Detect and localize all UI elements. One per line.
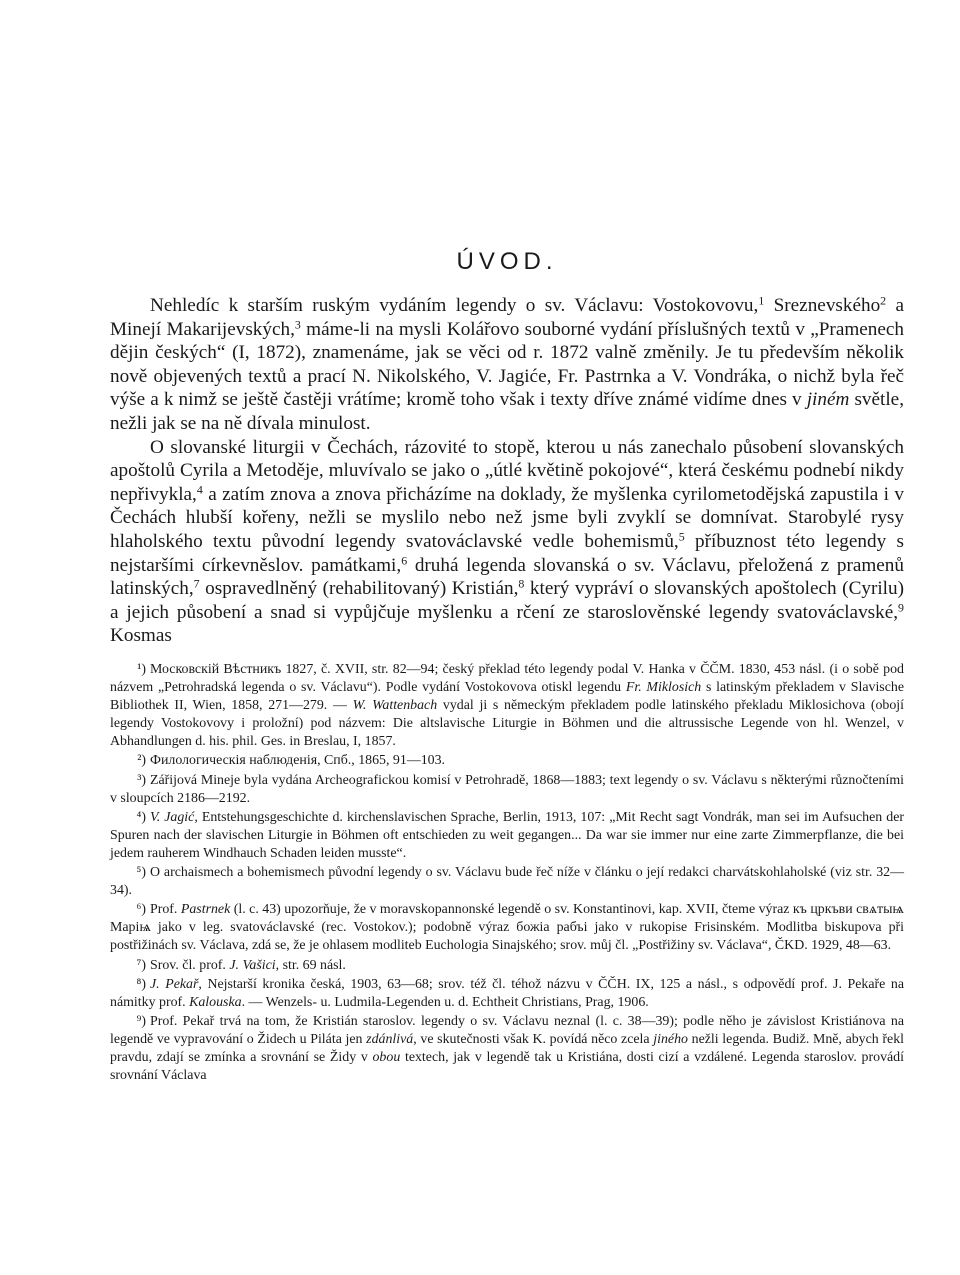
footnote-ref: 8 <box>518 576 525 591</box>
text-run: Филологическія наблюденія, Спб., 1865, 91—103. <box>150 753 446 769</box>
footnote-ref: 2 <box>880 293 887 308</box>
text-run: s latinským překladem v Slavische Bibliothek II, Wien, 1858, 271—279. — <box>110 680 904 714</box>
footnote-mark: ⁸) <box>136 976 146 992</box>
text-run: druhá legenda slovanská o sv. Václavu, přeložená z pramenů latinských, <box>110 554 904 600</box>
main-text <box>110 294 904 648</box>
footnote-ref: 1 <box>758 293 765 308</box>
text-run: Nehledíc k starším ruským vydáním legendy o sv. Václavu: Vostokovovu, <box>150 295 759 316</box>
text-run: textech, jak v legendě tak u Kristiána, dosti cizí a vzdálené. Legenda staroslov. provádí srovnání Václava <box>110 1049 904 1084</box>
italic-text: Fr. Miklosich <box>625 680 702 696</box>
italic-text: W. Wattenbach <box>352 698 438 714</box>
text-run: , str. 69 násl. <box>275 957 346 973</box>
footnote <box>110 976 904 1012</box>
italic-text: jiného <box>653 1031 688 1047</box>
footnote <box>110 772 904 808</box>
text-run: Srov. čl. prof. <box>150 957 230 973</box>
footnote <box>110 864 904 900</box>
text-run: máme-li na mysli Kolářovo souborné vydání příslušných textů v „Pramenech dějin českých“ (I, 1872), znamenáme, jak se věci od r. 1872 valně změnily. Je tu především několik nově objevených textů a prací N. Nikolského, V. Jagiće, Fr. Pastrnka a V. Vondráka, o nichž byla řeč výše a k nimž se ještě častěji vrátíme; kromě toho však i texty dříve známé vidíme dnes v <box>110 318 904 411</box>
italic-text: jiném <box>806 389 850 411</box>
paragraph <box>110 294 904 436</box>
text-run: O archaismech a bohemismech původní legendy o sv. Václavu bude řeč níže v článku o její redakci charvátskohlaholské (viz str. 32—34). <box>110 865 904 899</box>
footnote <box>110 901 904 955</box>
page-heading: ÚVOD. <box>456 248 558 275</box>
text-run: Prof. <box>150 902 181 918</box>
footnote <box>110 752 904 770</box>
text-run: Zářijová Mineje byla vydána Archeografickou komisí v Petrohradě, 1868—1883; text legendy o sv. Václavu s některými různočteními v sloupcích 2186—2192. <box>110 772 904 806</box>
text-run: , Nejstarší kronika česká, 1903, 63—68; srov. též čl. téhož názvu v ČČH. IX, 125 a násl., s odpovědí prof. J. Pekaře na námitky prof. <box>110 976 904 1010</box>
footnote <box>110 809 904 863</box>
italic-text: J. Pekař <box>150 976 199 992</box>
text-run: , Entstehungsgeschichte d. kirchenslavischen Sprache, Berlin, 1913, 107: „Mit Recht sagt Vondrák, man sei im Aufsuchen der Spuren nach der slavischen Liturgie in Böhmen oft entschieden zu weit gegangen... Da war sie immer nur eine zarte Zimmerpflanze, die bei jedem rauherem Windhauch Schaden leiden musste“. <box>110 809 904 861</box>
italic-text: Pastrnek <box>180 902 231 918</box>
footnote-mark: ⁷) <box>136 957 146 973</box>
footnote-mark: ⁵) <box>136 865 146 881</box>
footnote-mark: ²) <box>137 753 146 769</box>
footnote-mark: ⁴) <box>136 809 146 825</box>
text-run: a Minejí Makarijevských, <box>110 295 904 340</box>
text-run: a zatím znova a znova přicházíme na doklady, že myšlenka cyrilometodějská zapustila i v Čechách hlubší kořeny, nežli se myslilo nebo než jsme byli zvyklí se domnívat. Starobylé rysy hlaholského textu původní legendy svatováclavské vedle bohemismů, <box>110 483 904 552</box>
italic-text: zdánlivá <box>366 1031 414 1047</box>
text-run: . — Wenzels- u. Ludmila-Legenden u. d. Echtheit Christians, Prag, 1906. <box>241 994 649 1010</box>
footnote-mark: ⁹) <box>136 1013 146 1029</box>
text-run: příbuznost této legendy s nejstaršími církevněslov. památkami, <box>110 530 904 576</box>
text-run: (l. c. 43) upozorňuje, že v moravskopannonské legendě o sv. Konstantinovi, kap. XVII, čteme výraz къ цркъви свѧтыѩ Маріѩ jako v leg. svatováclavské (rec. Vostokov.); podobně výraz божіа рабъі jako v rukopise Frisinském. Modlitba biskupova při postřižinách sv. Václava, zdá se, že je ohlasem modliteb Euchologia Sinajského; srov. můj čl. „Postřižiny sv. Václava“, ČKD. 1929, 48—63. <box>110 902 905 954</box>
text-run: který vypráví o slovanských apoštolech (Cyrilu) a jejich působení a snad si vypůjčuje myšlenku a rčení ze staroslověnské legendy svatováclavské, <box>110 578 904 623</box>
text-run: Prof. Pekař trvá na tom, že Kristián staroslov. legendy o sv. Václavu neznal (l. c. 38—39); podle něho je závislost Kristiánova na legendě ve vypravování o Židech u Piláta jen <box>110 1013 904 1047</box>
footnote-ref: 6 <box>401 552 408 567</box>
footnote-ref: 7 <box>193 576 200 591</box>
text-run: Московскій Вѣстникъ 1827, č. XVII, str. 82—94; český překlad této legendy podal V. Hanka v ČČM. 1830, 453 násl. (i o sobě pod názvem „Petrohradská legenda o sv. Václavu“). Podle vydání Vostokovova otiskl legendu <box>110 662 904 696</box>
footnote-ref: 9 <box>898 600 904 615</box>
footnotes <box>110 661 904 1086</box>
footnote <box>110 1013 904 1085</box>
footnote-mark: ⁶) <box>136 902 146 918</box>
text-run: O slovanské liturgii v Čechách, rázovité to stopě, kterou u nás zanechalo působení slovanských apoštolů Cyrila a Metoděje, mluvívalo se jako o „útlé květině pokojové“, která českému podnebí nikdy nepřivykla, <box>110 436 904 505</box>
italic-text: Kalouska <box>189 994 242 1010</box>
paragraph <box>110 436 904 648</box>
footnote-ref: 5 <box>678 529 685 544</box>
text-run: Kosmas <box>110 625 172 647</box>
footnote-ref: 4 <box>196 482 203 497</box>
italic-text: J. Vašici <box>229 957 276 973</box>
footnote <box>110 661 904 751</box>
text-run: Sreznevského <box>764 295 881 316</box>
text-run: , ve skutečnosti však K. povídá něco zcela <box>413 1031 654 1047</box>
footnote <box>110 957 904 975</box>
italic-text: obou <box>372 1049 401 1065</box>
text-run: vydal ji s německým překladem podle latinského překladu Miklosichova (obojí legendy Vostokovovy i proložní) pod názvem: Die altslavische Liturgie in Böhmen und die altrussische Legende von hl. Wenzel, v Abhandlungen d. his. phil. Ges. in Breslau, I, 1857. <box>110 698 905 750</box>
text-run: nežli legenda. Budiž. Mně, abych řekl pravdu, zdají se zmínka a srovnání se Židy v <box>110 1031 905 1065</box>
footnote-ref: 3 <box>294 317 301 332</box>
italic-text: V. Jagić <box>150 809 195 825</box>
text-run: světle, nežli jak se na ně dívala minulost. <box>110 389 904 434</box>
footnote-mark: ³) <box>137 772 146 788</box>
footnote-mark: ¹) <box>137 662 146 677</box>
text-run: ospravedlněný (rehabilitovaný) Kristián, <box>199 578 519 600</box>
